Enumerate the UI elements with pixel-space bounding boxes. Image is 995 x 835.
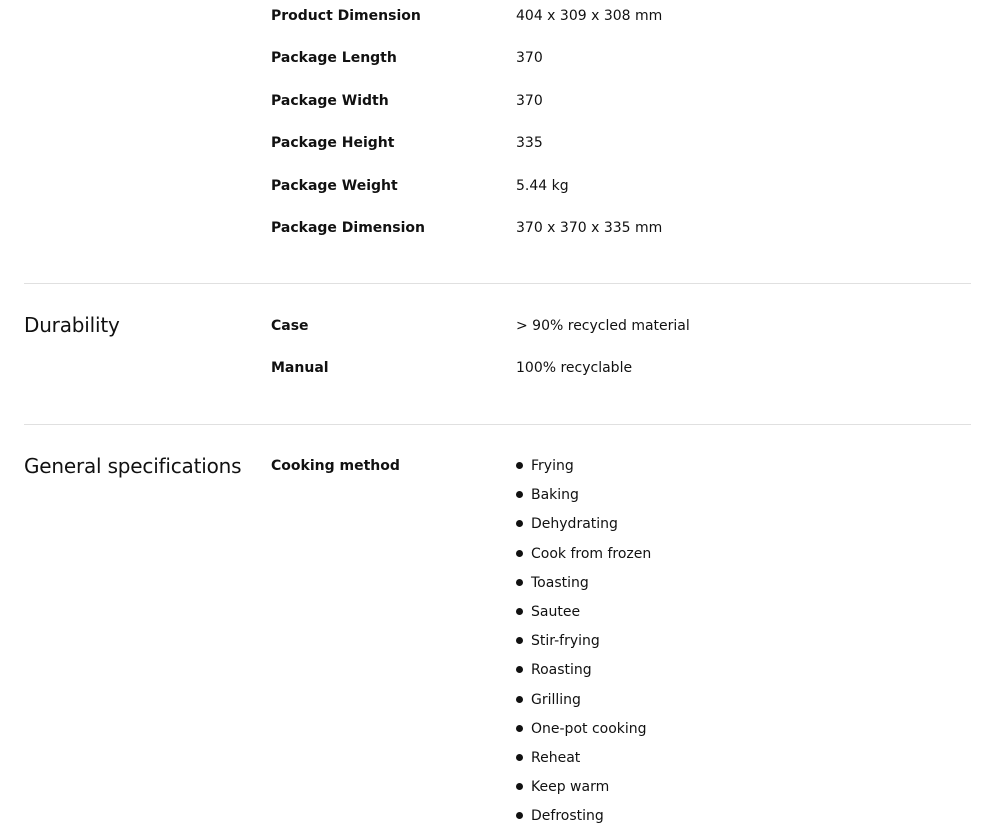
bullet-icon xyxy=(516,608,523,615)
bullet-icon xyxy=(516,550,523,557)
list-item xyxy=(516,748,651,777)
spec-label: Package Dimension xyxy=(271,220,425,236)
spec-label: Package Weight xyxy=(271,178,398,194)
spec-label: Case xyxy=(271,318,309,334)
spec-row xyxy=(271,358,971,382)
bullet-icon xyxy=(516,696,523,703)
spec-row xyxy=(271,133,971,157)
list-item-label: One-pot cooking xyxy=(531,720,647,737)
spec-value: > 90% recycled material xyxy=(516,318,690,334)
list-item-label: Cook from frozen xyxy=(531,545,652,562)
spec-row xyxy=(271,91,971,115)
list-item-label: Dehydrating xyxy=(531,516,618,533)
spec-row xyxy=(271,316,971,340)
section-divider xyxy=(24,283,971,284)
list-item-label: Keep warm xyxy=(531,779,610,796)
list-item xyxy=(516,631,651,660)
bullet-icon xyxy=(516,579,523,586)
list-item-label: Grilling xyxy=(531,691,581,708)
bullet-icon xyxy=(516,637,523,644)
list-item-label: Toasting xyxy=(531,574,589,591)
bullet-icon xyxy=(516,725,523,732)
cooking-method-list xyxy=(516,456,651,835)
bullet-icon xyxy=(516,520,523,527)
bullet-icon xyxy=(516,462,523,469)
spec-label: Manual xyxy=(271,360,329,376)
spec-label: Package Length xyxy=(271,50,397,66)
list-item-label: Reheat xyxy=(531,749,581,766)
spec-value: 370 xyxy=(516,50,543,66)
section-title: General specifications xyxy=(24,454,242,478)
bullet-icon xyxy=(516,812,523,819)
spec-label: Cooking method xyxy=(271,458,400,474)
spec-label: Package Width xyxy=(271,93,389,109)
list-item xyxy=(516,777,651,806)
list-item xyxy=(516,690,651,719)
list-item xyxy=(516,456,651,485)
spec-row xyxy=(271,176,971,200)
bullet-icon xyxy=(516,666,523,673)
list-item xyxy=(516,485,651,514)
list-item-label: Baking xyxy=(531,487,579,504)
bullet-icon xyxy=(516,491,523,498)
section-title: Durability xyxy=(24,313,120,337)
list-item xyxy=(516,660,651,689)
spec-value: 370 x 370 x 335 mm xyxy=(516,220,663,236)
spec-row xyxy=(271,218,971,242)
spec-value: 404 x 309 x 308 mm xyxy=(516,8,663,24)
spec-row xyxy=(271,48,971,72)
list-item xyxy=(516,514,651,543)
section-divider xyxy=(24,424,971,425)
list-item-label: Roasting xyxy=(531,662,592,679)
spec-label: Package Height xyxy=(271,135,395,151)
list-item xyxy=(516,719,651,748)
list-item-label: Sautee xyxy=(531,603,581,620)
list-item-label: Frying xyxy=(531,458,574,474)
spec-row xyxy=(271,6,971,30)
spec-label: Product Dimension xyxy=(271,8,421,24)
list-item xyxy=(516,806,651,835)
list-item-label: Defrosting xyxy=(531,808,604,825)
spec-value: 335 xyxy=(516,135,543,151)
list-item xyxy=(516,544,651,573)
list-item-label: Stir-frying xyxy=(531,633,600,650)
bullet-icon xyxy=(516,754,523,761)
spec-value: 100% recyclable xyxy=(516,360,633,376)
bullet-icon xyxy=(516,783,523,790)
list-item xyxy=(516,602,651,631)
spec-value: 5.44 kg xyxy=(516,178,569,194)
list-item xyxy=(516,573,651,602)
spec-value: 370 xyxy=(516,93,543,109)
